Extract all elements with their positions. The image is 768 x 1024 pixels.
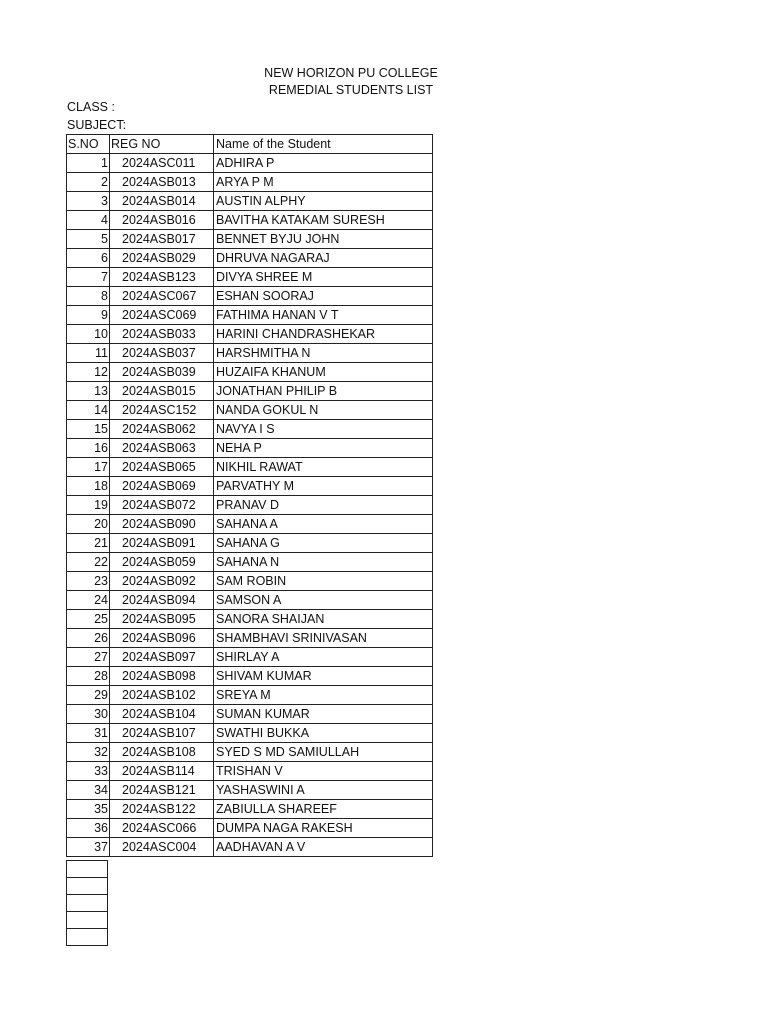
table-row (67, 249, 433, 268)
row-sno: 7 (67, 268, 110, 287)
row-sno: 25 (67, 610, 110, 629)
table-row (67, 610, 433, 629)
row-sno: 35 (67, 800, 110, 819)
row-name: HUZAIFA KHANUM (214, 363, 433, 382)
row-sno: 34 (67, 781, 110, 800)
students-table (66, 134, 433, 857)
row-name: NANDA GOKUL N (214, 401, 433, 420)
table-row (67, 230, 433, 249)
empty-cell (67, 878, 108, 895)
row-sno: 23 (67, 572, 110, 591)
row-regno: 2024ASB092 (110, 572, 214, 591)
table-row (67, 344, 433, 363)
row-regno: 2024ASB033 (110, 325, 214, 344)
row-sno: 24 (67, 591, 110, 610)
row-regno: 2024ASB037 (110, 344, 214, 363)
table-row (67, 819, 433, 838)
row-regno: 2024ASC004 (110, 838, 214, 857)
row-name: DUMPA NAGA RAKESH (214, 819, 433, 838)
row-sno: 32 (67, 743, 110, 762)
row-name: PRANAV D (214, 496, 433, 515)
class-label: CLASS : (67, 100, 115, 114)
column-header-name: Name of the Student (214, 135, 433, 154)
row-regno: 2024ASB029 (110, 249, 214, 268)
table-row (67, 705, 433, 724)
row-sno: 3 (67, 192, 110, 211)
row-name: NAVYA I S (214, 420, 433, 439)
row-sno: 12 (67, 363, 110, 382)
table-row (67, 686, 433, 705)
row-sno: 30 (67, 705, 110, 724)
row-regno: 2024ASB114 (110, 762, 214, 781)
table-row (67, 648, 433, 667)
table-row (67, 363, 433, 382)
row-sno: 17 (67, 458, 110, 477)
row-regno: 2024ASB094 (110, 591, 214, 610)
row-regno: 2024ASB039 (110, 363, 214, 382)
empty-cell (67, 912, 108, 929)
row-regno: 2024ASB123 (110, 268, 214, 287)
row-regno: 2024ASC152 (110, 401, 214, 420)
row-name: PARVATHY M (214, 477, 433, 496)
row-regno: 2024ASB015 (110, 382, 214, 401)
row-regno: 2024ASB121 (110, 781, 214, 800)
row-sno: 37 (67, 838, 110, 857)
table-row (67, 667, 433, 686)
row-name: AUSTIN ALPHY (214, 192, 433, 211)
row-regno: 2024ASB104 (110, 705, 214, 724)
row-name: ADHIRA P (214, 154, 433, 173)
empty-row (67, 878, 108, 895)
list-title: REMEDIAL STUDENTS LIST (268, 83, 434, 97)
table-row (67, 154, 433, 173)
row-regno: 2024ASB017 (110, 230, 214, 249)
table-header-row (67, 135, 433, 154)
row-name: ZABIULLA SHAREEF (214, 800, 433, 819)
row-sno: 4 (67, 211, 110, 230)
row-sno: 6 (67, 249, 110, 268)
table-row (67, 268, 433, 287)
row-regno: 2024ASC069 (110, 306, 214, 325)
table-row (67, 515, 433, 534)
row-name: HARSHMITHA N (214, 344, 433, 363)
row-name: FATHIMA HANAN V T (214, 306, 433, 325)
row-regno: 2024ASC067 (110, 287, 214, 306)
table-row (67, 629, 433, 648)
row-regno: 2024ASB014 (110, 192, 214, 211)
row-name: DHRUVA NAGARAJ (214, 249, 433, 268)
table-row (67, 420, 433, 439)
table-row (67, 572, 433, 591)
empty-row (67, 912, 108, 929)
table-row (67, 838, 433, 857)
row-sno: 2 (67, 173, 110, 192)
row-name: AADHAVAN A V (214, 838, 433, 857)
row-name: SAHANA N (214, 553, 433, 572)
table-row (67, 553, 433, 572)
table-row (67, 306, 433, 325)
table-row (67, 534, 433, 553)
row-sno: 21 (67, 534, 110, 553)
empty-cell (67, 861, 108, 878)
row-sno: 33 (67, 762, 110, 781)
table-row (67, 211, 433, 230)
table-row (67, 762, 433, 781)
table-row (67, 477, 433, 496)
row-regno: 2024ASB063 (110, 439, 214, 458)
row-name: SHAMBHAVI SRINIVASAN (214, 629, 433, 648)
table-row (67, 724, 433, 743)
row-name: SYED S MD SAMIULLAH (214, 743, 433, 762)
row-name: NEHA P (214, 439, 433, 458)
row-sno: 27 (67, 648, 110, 667)
row-sno: 18 (67, 477, 110, 496)
row-name: BAVITHA KATAKAM SURESH (214, 211, 433, 230)
table-row (67, 496, 433, 515)
empty-sno-cells (66, 860, 108, 946)
row-name: SAHANA A (214, 515, 433, 534)
row-name: BENNET BYJU JOHN (214, 230, 433, 249)
row-regno: 2024ASB091 (110, 534, 214, 553)
empty-row (67, 929, 108, 946)
row-regno: 2024ASB016 (110, 211, 214, 230)
row-name: ARYA P M (214, 173, 433, 192)
row-regno: 2024ASB013 (110, 173, 214, 192)
row-name: TRISHAN V (214, 762, 433, 781)
row-regno: 2024ASC011 (110, 154, 214, 173)
row-sno: 16 (67, 439, 110, 458)
row-regno: 2024ASB108 (110, 743, 214, 762)
row-sno: 22 (67, 553, 110, 572)
subject-label: SUBJECT: (67, 118, 127, 132)
row-name: SUMAN KUMAR (214, 705, 433, 724)
row-name: SANORA SHAIJAN (214, 610, 433, 629)
row-name: JONATHAN PHILIP B (214, 382, 433, 401)
row-sno: 14 (67, 401, 110, 420)
table-row (67, 439, 433, 458)
table-row (67, 173, 433, 192)
row-name: SAM ROBIN (214, 572, 433, 591)
row-regno: 2024ASC066 (110, 819, 214, 838)
row-name: SREYA M (214, 686, 433, 705)
row-sno: 19 (67, 496, 110, 515)
row-sno: 15 (67, 420, 110, 439)
empty-row (67, 895, 108, 912)
row-regno: 2024ASB107 (110, 724, 214, 743)
row-sno: 28 (67, 667, 110, 686)
row-regno: 2024ASB065 (110, 458, 214, 477)
row-name: ESHAN SOORAJ (214, 287, 433, 306)
row-sno: 8 (67, 287, 110, 306)
table-row (67, 591, 433, 610)
column-header-regno: REG NO (110, 135, 214, 154)
empty-cell (67, 929, 108, 946)
row-regno: 2024ASB122 (110, 800, 214, 819)
row-sno: 10 (67, 325, 110, 344)
row-name: YASHASWINI A (214, 781, 433, 800)
empty-cell (67, 895, 108, 912)
row-sno: 29 (67, 686, 110, 705)
row-sno: 36 (67, 819, 110, 838)
row-name: SWATHI BUKKA (214, 724, 433, 743)
row-sno: 20 (67, 515, 110, 534)
row-name: NIKHIL RAWAT (214, 458, 433, 477)
row-regno: 2024ASB102 (110, 686, 214, 705)
row-sno: 1 (67, 154, 110, 173)
row-regno: 2024ASB090 (110, 515, 214, 534)
table-row (67, 458, 433, 477)
row-regno: 2024ASB098 (110, 667, 214, 686)
table-row (67, 287, 433, 306)
table-row (67, 192, 433, 211)
row-name: SAHANA G (214, 534, 433, 553)
row-sno: 13 (67, 382, 110, 401)
row-name: SAMSON A (214, 591, 433, 610)
row-sno: 26 (67, 629, 110, 648)
table-row (67, 325, 433, 344)
row-sno: 11 (67, 344, 110, 363)
empty-row (67, 861, 108, 878)
table-row (67, 800, 433, 819)
row-name: HARINI CHANDRASHEKAR (214, 325, 433, 344)
table-row (67, 743, 433, 762)
row-sno: 31 (67, 724, 110, 743)
row-regno: 2024ASB072 (110, 496, 214, 515)
row-regno: 2024ASB059 (110, 553, 214, 572)
table-row (67, 401, 433, 420)
row-regno: 2024ASB095 (110, 610, 214, 629)
row-regno: 2024ASB069 (110, 477, 214, 496)
row-regno: 2024ASB097 (110, 648, 214, 667)
column-header-sno: S.NO (67, 135, 110, 154)
table-row (67, 781, 433, 800)
row-regno: 2024ASB096 (110, 629, 214, 648)
row-sno: 5 (67, 230, 110, 249)
row-name: SHIVAM KUMAR (214, 667, 433, 686)
college-name: NEW HORIZON PU COLLEGE (264, 66, 438, 80)
row-regno: 2024ASB062 (110, 420, 214, 439)
row-name: DIVYA SHREE M (214, 268, 433, 287)
row-name: SHIRLAY A (214, 648, 433, 667)
row-sno: 9 (67, 306, 110, 325)
table-row (67, 382, 433, 401)
